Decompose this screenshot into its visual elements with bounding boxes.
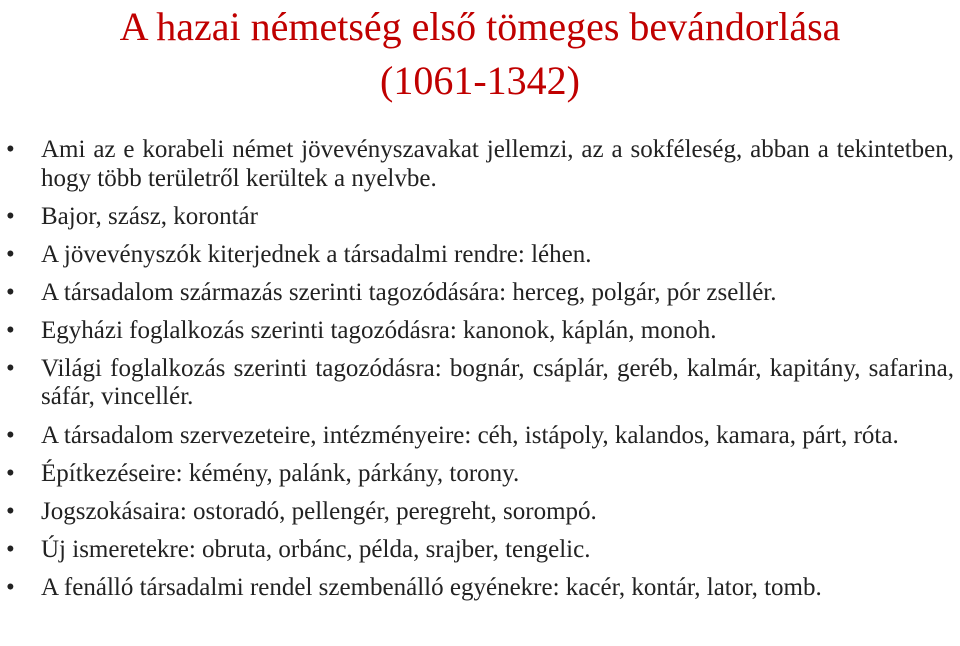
bullet-icon: • <box>6 202 15 230</box>
bullet-icon: • <box>6 316 15 344</box>
bullet-icon: • <box>6 535 15 563</box>
bullet-item <box>0 574 960 603</box>
bullet-icon: • <box>6 136 15 163</box>
slide-title <box>0 0 960 108</box>
bullet-icon: • <box>6 459 15 487</box>
bullet-item <box>0 136 960 193</box>
bullet-text: A fenálló társadalmi rendel szembenálló egyénekre: kacér, kontár, lator, tomb. <box>41 573 822 601</box>
bullet-text: Jogszokásaira: ostoradó, pellengér, peregreht, sorompó. <box>41 497 597 525</box>
bullet-text: Világi foglalkozás szerinti tagozódásra: bognár, csáplár, geréb, kalmár, kapitány, safarina, sáfár, vincellér. <box>41 354 954 411</box>
bullet-item <box>0 355 960 412</box>
bullet-icon: • <box>6 421 15 449</box>
bullet-icon: • <box>6 573 15 601</box>
bullet-item <box>0 498 960 527</box>
bullet-item <box>0 536 960 565</box>
bullet-text: A társadalom származás szerinti tagozódására: herceg, polgár, pór zsellér. <box>41 278 777 306</box>
bullet-item <box>0 422 960 451</box>
bullet-item <box>0 279 960 308</box>
bullet-item <box>0 460 960 489</box>
bullet-icon: • <box>6 354 15 382</box>
bullet-text: Új ismeretekre: obruta, orbánc, példa, srajber, tengelic. <box>41 535 591 563</box>
bullet-item <box>0 317 960 346</box>
bullet-icon: • <box>6 240 15 268</box>
bullet-text: Bajor, szász, korontár <box>41 202 258 230</box>
bullet-list <box>0 136 960 612</box>
bullet-text: Egyházi foglalkozás szerinti tagozódásra: kanonok, káplán, monoh. <box>41 316 717 344</box>
bullet-item <box>0 203 960 232</box>
bullet-icon: • <box>6 497 15 525</box>
bullet-item <box>0 241 960 270</box>
bullet-icon: • <box>6 278 15 306</box>
slide-title-line-2: (1061-1342) <box>380 58 580 103</box>
slide-title-line-1: A hazai németség első tömeges bevándorlása <box>119 4 841 49</box>
bullet-text: Építkezéseire: kémény, palánk, párkány, torony. <box>41 459 520 487</box>
bullet-text: Ami az e korabeli német jövevényszavakat jellemzi, az a sokféleség, abban a tekintetben, hogy több területről kerültek a nyelvbe. <box>41 136 954 192</box>
bullet-text: A jövevényszók kiterjednek a társadalmi rendre: léhen. <box>41 240 592 268</box>
bullet-text: A társadalom szervezeteire, intézményeire: céh, istápoly, kalandos, kamara, párt, róta. <box>41 421 899 449</box>
